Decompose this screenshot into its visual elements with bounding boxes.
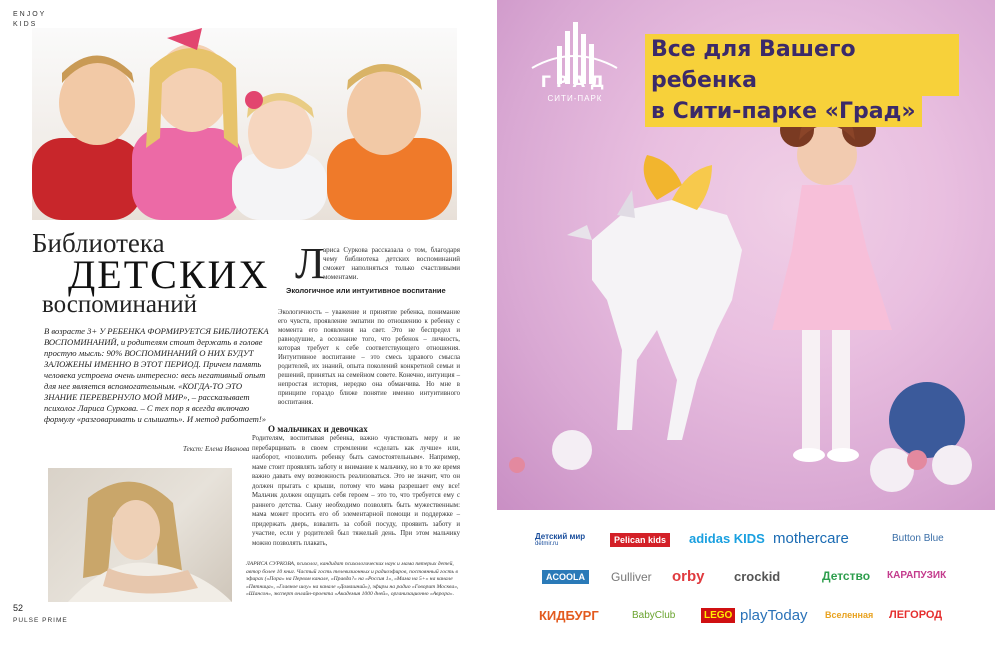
- magazine-section-label: [13, 10, 46, 30]
- brand-acoola: ACOOLA: [542, 570, 589, 584]
- brand-babyclub: BabyClub: [632, 610, 676, 621]
- brand-lego: LEGO: [701, 608, 735, 623]
- article-title-line-3: воспоминаний: [42, 291, 198, 318]
- brand-logos-area: [497, 512, 995, 645]
- grad-logo-subtitle: СИТИ-ПАРК: [547, 94, 603, 103]
- psychologist-caption: ЛАРИСА СУРКОВА, психолог, кандидат психологических наук и мама пятерых детей, автор более 10 книг. Частый гость телевизионных и радиоэфиров, постоянный гость в эфирах («Пора» на Первом канале, «Правда?» на «Россия 1», «Мама на 5+» на канале «Пятница», «Главное шоу» на канале «Домашний»), эфиры на радио «Говорит Москва», «Шансон», эксперт онлайн-проекта «Академия 1000 дней», организационно «Аврора».: [246, 561, 459, 597]
- article-title-line-2: ДЕТСКИХ: [68, 252, 270, 297]
- drop-cap: Л: [295, 239, 325, 288]
- grad-logo-name: ГРАД: [540, 72, 610, 91]
- brand-gulliver: Gulliver: [611, 570, 652, 584]
- brand-mothercare: mothercare: [773, 530, 849, 547]
- ad-banner: [497, 0, 995, 510]
- article-title-line-1: Библиотека: [32, 228, 165, 258]
- section-body-boys-girls: Родителям, воспитывая ребенка, важно чувствовать меру и не перебарщивать в своем стремлении «сделать как лучше» или, наоборот, «позволить ребенку быть самостоятельным». Например, маме стоит проявлять заботу и внимание к мальчику, но в то же время важно давать ему возможность реализоваться. Это не значит, что он должен прыгать с крыши, потому что мама разрешает ему все! Мальчик должен ощущать себя героем – это то, что требуется ему с раннего детства. Сыну необходимо позволять быть мужественным: мама может просить его об элементарной помощи и поддержке – придержать дверь, взвалить за собой посуду, проявить заботу и участие, если у родителей был тяжелый день. При этом мальчику можно позволять плакать,: [252, 435, 460, 547]
- woman-illustration: [48, 468, 232, 602]
- brand-adidas-kids: adidas KIDS: [689, 531, 765, 546]
- kids-photo: [32, 28, 457, 220]
- brand-karapuzik: КАРАПУЗИК: [887, 570, 947, 581]
- right-page-advertisement: [497, 0, 995, 645]
- section-heading-eco: Экологичное или интуитивное воспитание: [286, 286, 446, 295]
- brand-crockid: crockid: [734, 569, 781, 584]
- text-credit: Текст: Елена Иванова: [183, 445, 250, 453]
- kids-illustration: [32, 28, 457, 220]
- brand-detsky-mir: Детский мир detmir.ru: [535, 532, 586, 547]
- brand-pelican-kids: Pelican kids: [610, 533, 670, 547]
- ad-headline-line-2: в Сити-парке «Град»: [645, 96, 922, 127]
- brand-vselennaya: Вселенная: [825, 610, 874, 620]
- brand-button-blue: Button Blue: [892, 533, 944, 544]
- brand-detstvo: Детство: [822, 569, 871, 583]
- article-intro: ариса Суркова рассказала о том, благодаря чему библиотека детских воспоминаний сможет наполняться только счастливыми моментами.: [323, 246, 460, 281]
- page-number: 52: [13, 603, 24, 613]
- ad-headline-line-1: Все для Вашего ребенка: [645, 34, 959, 96]
- section-body-eco: Экологичность – уважение и принятие ребенка, понимание его чувств, проявление эмпатии по отношению к ребенку с момента его появления на свет. Это не беспредел и равнодушие, а осознание того, что ребенок – личность, которая требует к себе соответствующего отношения. Интуитивное воспитание – это смесь здравого смысла родителей, их знаний, опыта поколений конкретной семьи и решений, принятых на семейном совете. Конечно, интуиция – непростая история, нередко она обманчива. Но мне в принципе гораздо ближе понятие именно интуитивного воспитания.: [278, 309, 460, 406]
- brand-legorod: ЛЕГОРОД: [889, 609, 943, 621]
- ad-headline: [645, 34, 959, 124]
- article-lead: В возрасте 3+ У РЕБЕНКА ФОРМИРУЕТСЯ БИБЛИОТЕКА ВОСПОМИНАНИЙ, и родителям стоит держать в голове простую мысль: 90% ВОСПОМИНАНИЙ О НИХ БУДУТ ЗАЛОЖЕНЫ ИМЕННО В ЭТОТ ПЕРИОД. Причем память человека устроена очень интересно: весь негативный опыт для нее является вспомогательным. «КОГДА-ТО ЭТО ЗНАНИЕ ПЕРЕВЕРНУЛО МОЙ МИР», – рассказывает психолог Лариса Суркова. – С тех пор я всегда включаю формулу «разговаривать и слышать». И метод работает!»: [44, 326, 269, 424]
- brand-line-2: KIDS: [13, 21, 38, 28]
- left-page: [0, 0, 495, 645]
- brand-kidburg: КИДБУРГ: [539, 608, 599, 623]
- brand-line-1: ENJOY: [13, 11, 47, 18]
- section-heading-boys-girls: О мальчиках и девочках: [268, 424, 368, 434]
- brand-playtoday: playToday: [740, 607, 808, 624]
- magazine-name: PULSE PRIME: [13, 617, 68, 624]
- brand-orby: orby: [672, 568, 705, 585]
- psychologist-photo: [48, 468, 232, 602]
